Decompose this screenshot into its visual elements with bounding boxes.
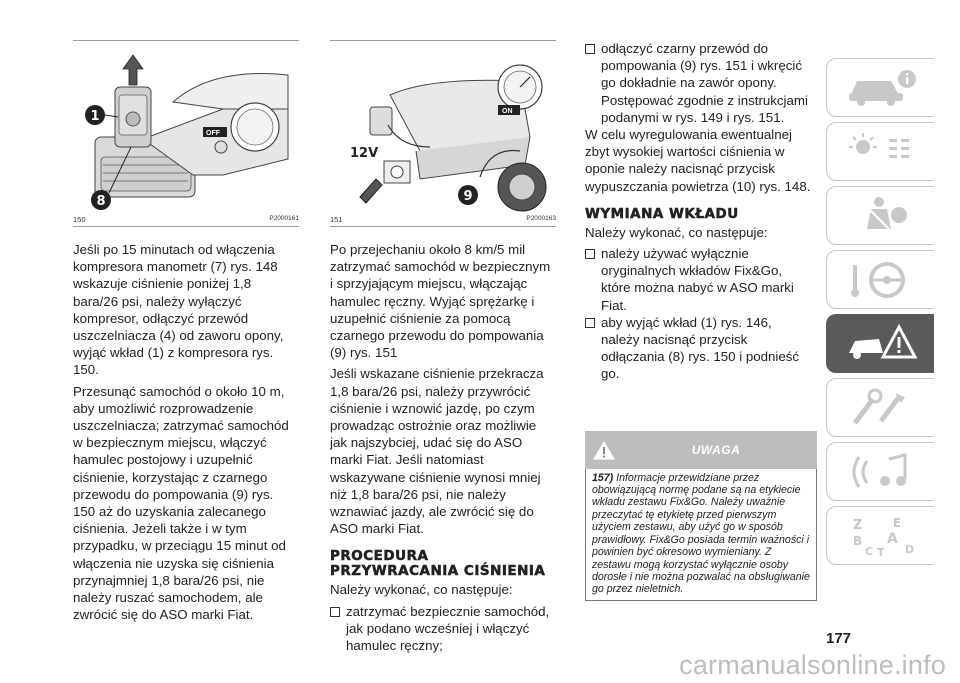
- page-number: 177: [826, 630, 852, 647]
- car-info-icon: [845, 67, 919, 109]
- section-heading: WYMIANA WKŁADU: [585, 205, 739, 222]
- list-item-text: należy używać wyłącznie oryginalnych wkładów Fix&Go, które można nabyć w ASO marki Fiat.: [601, 246, 794, 313]
- list-item-text: odłączyć czarny przewód do pompowania (9) rys. 151 i wkręcić go dokładnie na zawór opony. Postępować zgodnie z instrukcjami podanymi w rys. 149 i rys. 151.: [601, 41, 808, 125]
- callout-9: 9: [463, 189, 473, 204]
- index-letter: E: [893, 516, 902, 530]
- steering-wheel-key-icon: [845, 259, 919, 301]
- list-item: [585, 314, 811, 383]
- figure-code: P2000163: [526, 215, 556, 222]
- dashboard-lights-icon: [845, 131, 919, 173]
- chapter-tab-maintenance[interactable]: [826, 378, 934, 437]
- compressor-cartridge-illustration: [73, 47, 299, 213]
- figure-151-caption: [330, 215, 556, 224]
- chapter-sidebar: [826, 58, 934, 570]
- callout-1: 1: [90, 109, 100, 124]
- switch-off-label: OFF: [206, 130, 220, 137]
- index-letter: Z: [853, 518, 863, 533]
- figure-150: [73, 47, 299, 213]
- chapter-tab-emergency[interactable]: [826, 314, 934, 373]
- callout-8: 8: [96, 194, 106, 209]
- paragraph: Jeśli wskazane ciśnienie przekracza 1,8 bara/26 psi, należy przywrócić ciśnienie i wznowić jazdę, po czym prowadząc ostrożnie oraz możliwie jak najszybciej, udać się do ASO marki Fiat. Jeśli natomiast wskazywane ciśnienie wynosi mniej niż 1,8 bara/26 psi, nie należy wznawiać jazdy, ale zwrócić się do ASO marki Fiat.: [330, 366, 544, 537]
- checkbox-bullet-icon: [585, 249, 595, 259]
- top-rule: [73, 40, 299, 41]
- list-item: [585, 245, 811, 314]
- warning-text: Informacje przewidziane przez obowiązującą normę podane są na etykiecie wkładu zestawu Fix&Go. Należy uważnie przeczytać tę etykietę przed pierwszym użyciem zestawu, aby użyć go w sposób prawidłowy. Fix&Go posiada termin ważności i powinien być okresowo wymieniany. Z zestawu mogą korzystać wyłącznie osoby dorosłe i nie można pozwalać na obsługiwanie go przez nieletnich.: [592, 471, 810, 596]
- index-letter: T: [877, 546, 885, 557]
- paragraph: Po przejechaniu około 8 km/5 mil zatrzymać samochód w bezpiecznym i sprzyjającym miejscu, włączając hamulec ręczny. Wyjąć sprężarkę i uzupełnić ciśnienie za pomocą czarnego przewodu do pompowania (9) rys. 151: [330, 242, 551, 361]
- chapter-tab-starting-driving[interactable]: [826, 250, 934, 309]
- chapter-tab-multimedia[interactable]: [826, 442, 934, 501]
- section-heading: PROCEDURA PRZYWRACANIA CIŚNIENIA: [330, 548, 546, 580]
- car-breakdown-warning-icon: [845, 323, 919, 365]
- figure-150-caption: [73, 215, 299, 224]
- list-item-text: aby wyjąć wkład (1) rys. 146, należy nacisnąć przycisk odłączania (8) rys. 150 i podnieść go.: [601, 314, 800, 382]
- chapter-tab-index[interactable]: [826, 506, 934, 565]
- paragraph: Przesunąć samochód o około 10 m, aby umożliwić rozprowadzenie uszczelniacza; zatrzymać samochód w bezpiecznym miejscu, włączyć hamulec postojowy i uzupełnić ciśnienie, korzystając z czarnego przewodu do pompowania (9) rys. 150 aż do uzyskania zalecanego ciśnienia. Jeżeli także i w tym przypadku, w przeciągu 15 minut od włączenia nie uzyska się ciśnienia przynajmniej 1,8 bara/26 psi, nie należy ruszać samochodem, ale zwrócić się do ASO marki Fiat.: [73, 383, 289, 623]
- maintenance-tools-icon: [845, 387, 919, 429]
- figure-code: P2000161: [269, 215, 299, 222]
- alphabetical-index-icon: [845, 515, 919, 557]
- chapter-tab-car-info[interactable]: [826, 58, 934, 117]
- figure-number: 151: [330, 215, 343, 224]
- figure-number: 150: [73, 215, 86, 224]
- paragraph: Jeśli po 15 minutach od włączenia kompresora manometr (7) rys. 148 wskazuje ciśnienie poniżej 1,8 bara/26 psi, należy wyłączyć kompresor, odłączyć przewód uszczelniacza (4) od zaworu opony, wyjąć wkład (1) z kompresora rys. 150.: [73, 242, 284, 378]
- top-rule: [330, 40, 556, 41]
- index-letter: A: [887, 531, 898, 547]
- chapter-tab-safety[interactable]: [826, 186, 934, 245]
- chapter-tab-dashboard[interactable]: [826, 122, 934, 181]
- column-right: [585, 40, 811, 601]
- paragraph: W celu wyregulowania ewentualnej zbyt wysokiej wartości ciśnienia w oponie należy nacisnąć przycisk wypuszczania powietrza (10) rys. 148.: [585, 127, 811, 194]
- index-letter: D: [905, 543, 915, 556]
- plug-12v-label: 12V: [350, 146, 379, 161]
- warning-box: [585, 431, 817, 601]
- checkbox-bullet-icon: [585, 44, 595, 54]
- index-letter: C: [865, 545, 874, 557]
- warning-body: [585, 469, 817, 601]
- switch-on-label: ON: [502, 108, 513, 115]
- index-letter: B: [853, 534, 863, 548]
- seatbelt-airbag-icon: [845, 195, 919, 237]
- column-middle: [330, 40, 556, 654]
- figure-151: [330, 47, 556, 213]
- list-item: [330, 603, 556, 655]
- multimedia-icon: [845, 451, 919, 493]
- warning-title: UWAGA: [691, 442, 741, 457]
- warning-header: [585, 431, 817, 469]
- checkbox-bullet-icon: [330, 607, 340, 617]
- watermark: carmanualsonline.info: [679, 650, 946, 680]
- checkbox-bullet-icon: [585, 318, 595, 328]
- column-left: [73, 40, 299, 627]
- paragraph: Należy wykonać, co następuje:: [585, 224, 768, 240]
- caption-rule: [73, 226, 299, 227]
- warning-number: 157): [592, 471, 614, 484]
- list-item-text: zatrzymać bezpiecznie samochód, jak podano wcześniej i włączyć hamulec ręczny;: [346, 603, 550, 654]
- compressor-inflation-illustration: [330, 47, 556, 213]
- caption-rule: [330, 226, 556, 227]
- paragraph: Należy wykonać, co następuje:: [330, 582, 513, 598]
- list-item: [585, 40, 811, 126]
